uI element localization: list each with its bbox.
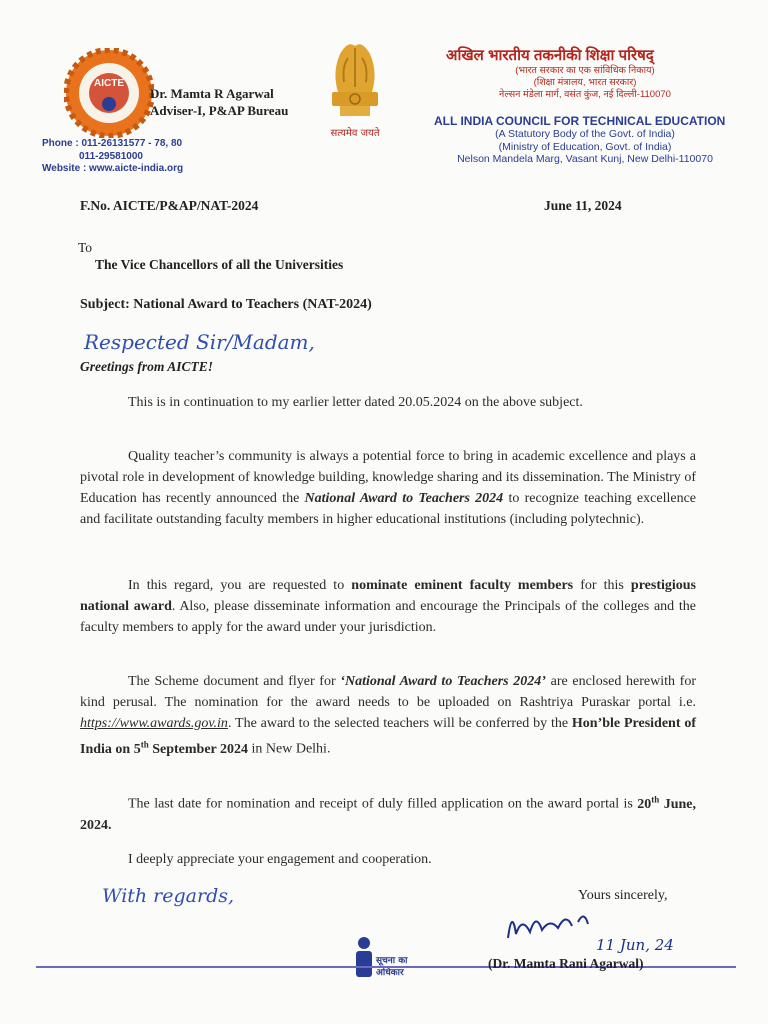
- paragraph-1: This is in continuation to my earlier letter dated 20.05.2024 on the above subject.: [128, 395, 583, 410]
- org-line-2: (Ministry of Education, Govt. of India): [498, 140, 672, 153]
- contact-block: [42, 138, 183, 176]
- awards-portal-link[interactable]: https://www.awards.gov.in: [80, 716, 228, 731]
- closing: Yours sincerely,: [578, 888, 668, 903]
- paragraph-6: I deeply appreciate your engagement and cooperation.: [128, 852, 432, 867]
- aicte-logo: [64, 48, 154, 138]
- signature: [500, 898, 700, 956]
- org-line-3: Nelson Mandela Marg, Vasant Kunj, New Delhi-110070: [457, 153, 713, 165]
- award-name: National Award to Teachers 2024: [304, 491, 504, 506]
- handwritten-salutation: [82, 327, 342, 357]
- svg-text:AICTE: AICTE: [94, 78, 124, 89]
- hindi-line-3: नेल्सन मंडेला मार्ग, वसंत कुंज, नई दिल्ली-110070: [499, 89, 671, 100]
- signatory-name: (Dr. Mamta Rani Agarwal): [488, 956, 644, 971]
- subject-line: Subject: National Award to Teachers (NAT-2024): [80, 297, 372, 312]
- paragraph-4: The Scheme document and flyer for ‘National Award to Teachers 2024’ are enclosed herewith for kind perusal. The nomination for the award needs to be uploaded on Rashtriya Puraskar portal i.e. https://www.awards.gov.in. The award to the selected teachers will be conferred by the Hon’ble President of India on 5th September 2024 in New Delhi.: [80, 674, 697, 757]
- svg-text:Respected Sir/Madam,: Respected Sir/Madam,: [84, 330, 315, 354]
- phone-line: Phone : 011-26131577 - 78, 80: [42, 138, 183, 149]
- hindi-line-2: (शिक्षा मंत्रालय, भारत सरकार): [533, 77, 637, 88]
- svg-text:11 Jun, 24: 11 Jun, 24: [596, 936, 674, 954]
- greeting: Greetings from AICTE!: [80, 359, 214, 374]
- recipient: The Vice Chancellors of all the Universities: [95, 257, 344, 272]
- file-number: F.No. AICTE/P&AP/NAT-2024: [80, 198, 259, 213]
- hindi-line-1: (भारत सरकार का एक सांविधिक निकाय): [515, 65, 655, 76]
- sender-block: [150, 85, 288, 119]
- letter-date: June 11, 2024: [544, 198, 622, 213]
- paragraph-2: Quality teacher’s community is always a potential force to bring in academic excellence and plays a pivotal role in development of knowledge building, knowledge sharing and its dissemination. The Ministry of Education has recently announced the National Award to Teachers 2024 to recognize teaching excellence and facilitate outstanding faculty members in higher educational institutions (including polytechnic).: [80, 449, 696, 527]
- svg-text:With regards,: With regards,: [102, 885, 235, 907]
- rti-logo: [350, 935, 420, 990]
- paragraph-5: The last date for nomination and receipt of duly filled application on the award portal is 20th June, 2024.: [80, 794, 696, 833]
- svg-text:सूचना का: सूचना का: [376, 956, 408, 966]
- org-line-1: (A Statutory Body of the Govt. of India): [495, 128, 675, 140]
- phone-line-2: 011-29581000: [79, 150, 143, 162]
- hindi-header: [440, 45, 750, 101]
- org-name: ALL INDIA COUNCIL FOR TECHNICAL EDUCATION: [434, 114, 726, 128]
- sender-name: Dr. Mamta R Agarwal: [150, 86, 274, 101]
- english-header: [420, 114, 760, 166]
- paragraph-3: In this regard, you are requested to nominate eminent faculty members for this prestigious national award. Also, please disseminate information and encourage the Principals of the colleges and the faculty members to apply for the award under your jurisdiction.: [80, 578, 697, 635]
- sender-title: Adviser-I, P&AP Bureau: [150, 103, 289, 118]
- to-label: To: [78, 240, 93, 255]
- svg-text:सत्यमेव जयते: सत्यमेव जयते: [330, 128, 380, 139]
- national-emblem: [320, 32, 390, 142]
- svg-text:अधिकार: अधिकार: [376, 968, 404, 978]
- website-line: Website : www.aicte-india.org: [42, 163, 184, 174]
- handwritten-regards: [100, 878, 275, 912]
- hindi-org-name: अखिल भारतीय तकनीकी शिक्षा परिषद्: [446, 47, 654, 64]
